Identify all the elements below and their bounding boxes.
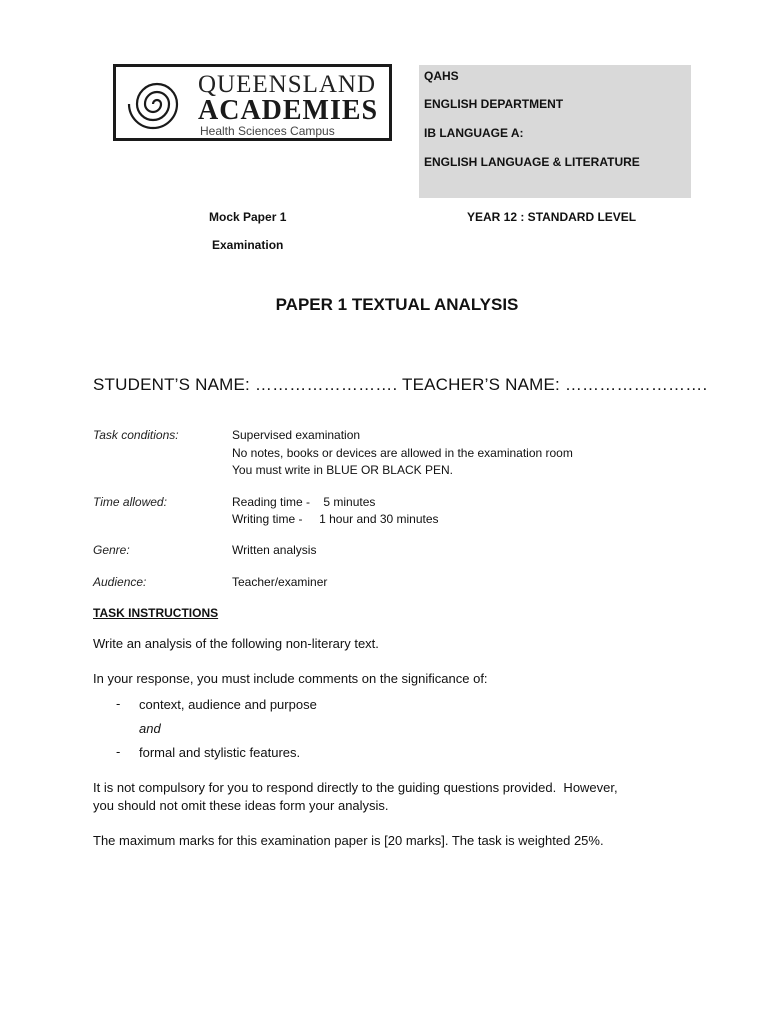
examination-label: Examination [212,238,284,252]
bullet-formal-stylistic: formal and stylistic features. [139,745,301,760]
audience-value: Teacher/examiner [232,575,328,589]
task-condition-2: No notes, books or devices are allowed in the examination room [232,446,573,460]
paper-title: PAPER 1 TEXTUAL ANALYSIS [275,295,519,314]
instruction-paragraph-3-line-2: you should not omit these ideas form your analysis. [93,798,389,813]
task-condition-3: You must write in BLUE OR BLACK PEN. [232,463,453,477]
spiral-logo-icon [122,73,192,135]
task-condition-1: Supervised examination [232,428,361,442]
bullet-dash-2: - [116,744,121,759]
info-school: QAHS [424,69,459,83]
reading-time: Reading time - 5 minutes [232,495,376,509]
info-department: ENGLISH DEPARTMENT [424,97,564,111]
time-allowed-label: Time allowed: [93,495,167,509]
student-teacher-name-line: STUDENT’S NAME: ……………………. TEACHER’S NAME: ……………………. [93,375,708,394]
logo-line-academies: ACADEMIES [198,95,379,126]
bullet-context-audience-purpose: context, audience and purpose [139,697,317,712]
genre-value: Written analysis [232,543,317,557]
year-level-label: YEAR 12 : STANDARD LEVEL [467,210,637,224]
genre-label: Genre: [93,543,130,557]
instruction-paragraph-4: The maximum marks for this examination paper is [20 marks]. The task is weighted 25%. [93,833,604,848]
instruction-paragraph-3-line-1: It is not compulsory for you to respond directly to the guiding questions provided. However, [93,780,618,795]
task-instructions-heading: TASK INSTRUCTIONS [93,606,219,620]
writing-time: Writing time - 1 hour and 30 minutes [232,512,439,526]
bullet-and: and [139,721,161,736]
instruction-paragraph-1: Write an analysis of the following non-literary text. [93,636,379,651]
audience-label: Audience: [93,575,147,589]
bullet-dash-1: - [116,696,121,711]
department-info-box [419,65,691,198]
info-course: IB LANGUAGE A: [424,126,524,140]
school-logo [113,64,392,141]
mock-paper-label: Mock Paper 1 [209,210,287,224]
logo-line-campus: Health Sciences Campus [200,124,335,138]
info-subject: ENGLISH LANGUAGE & LITERATURE [424,155,640,169]
instruction-paragraph-2: In your response, you must include comments on the significance of: [93,671,488,686]
logo-line-queensland: QUEENSLAND [198,71,377,98]
task-conditions-label: Task conditions: [93,428,179,442]
